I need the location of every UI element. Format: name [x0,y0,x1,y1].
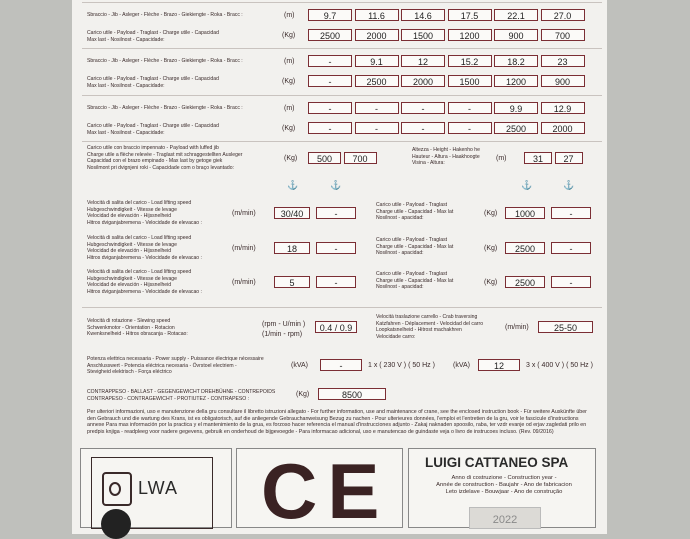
lift-speed-label: Velocità di salita del carico - Load lifting speed Hubgeschwindigkeit - Vitesse de levage Velocidad de elevación - Hijssnelheid Hitros dviganjabremena - Velocidade de elevacao : [87,235,202,261]
lift-speed-unit: (m/min) [232,245,256,252]
separator [82,2,602,3]
payload-value: 2500 [505,276,545,288]
slew-unit: (rpm - U/min ) (1/min - rpm) [262,321,306,338]
jib-value: 15.2 [448,55,492,67]
load-unit: (Kg) [282,125,296,132]
payload-value: - [551,242,591,254]
speaker-icon [102,472,132,506]
load-value: - [401,122,445,134]
power-value-three: 12 [478,359,520,371]
jib-value: 12 [401,55,445,67]
jib-value: 9.7 [308,9,352,21]
lift-speed-unit: (m/min) [232,210,256,217]
slew-label: Velocità di rotazione - Slewing speed Schwenkmotor - Orientation - Rotacion Kwenksnelheid - Hitros obracanja - Rotacao: [87,318,188,338]
load-value: 900 [494,29,538,41]
jib-value: - [308,102,352,114]
separator [82,95,602,96]
luffed-label: Carico utile con braccio impennato - Payload with luffed jib Charge utile a flèche relevée - Traglast mit schraggestellten Ausleger Capacidad con el brazo empinado - Max last by getoge giek Nosilmont pri dvignjeni roki - Capacidade com o braço levantado: [87,145,243,171]
lift-speed-value: 18 [274,242,310,254]
jib-value: 22.1 [494,9,538,21]
load-unit: (Kg) [282,78,296,85]
trolley-unit: (m/min) [505,324,529,331]
jib-value: 14.6 [401,9,445,21]
payload-value: - [551,276,591,288]
payload-label: Carico utile - Payload - Traglast Charge utile - Capacidad - Max lat Nosilnost - apacidad: [376,271,454,291]
jib-value: - [355,102,399,114]
height-unit: (m) [496,155,507,162]
ce-panel [236,447,403,535]
power-label: Potenza elettrica necessaria - Power supply - Puissance électrique nécessaire Anschlusswert - Potencia eléctrica necesaria - Övrstoel electriem - Stevigheid elektrisch - Força eléctrico [87,356,264,376]
jib-value: 9.9 [494,102,538,114]
load-value: 2000 [541,122,585,134]
load-value: 1200 [448,29,492,41]
power-unit-three: (kVA) [453,362,470,369]
jib-value: 9.1 [355,55,399,67]
jib-value: 11.6 [355,9,399,21]
jib-label: Sbraccio - Jib - Asleger - Flèche - Brazo - Giekiengte - Roka - Bracc : [87,105,243,111]
jib-unit: (m) [284,58,295,65]
load-value: 1500 [448,75,492,87]
lift-speed-value: - [316,276,356,288]
power-unit: (kVA) [291,362,308,369]
lift-speed-value: - [316,242,356,254]
lift-speed-unit: (m/min) [232,279,256,286]
lwa-label: LWA [138,478,179,498]
payload-unit: (Kg) [484,245,498,252]
hook-single-icon: ⚓ [287,180,299,190]
hook-double-icon: ⚓ [330,180,342,190]
load-value: - [308,75,352,87]
load-unit: (Kg) [282,32,296,39]
load-value: 2500 [308,29,352,41]
lift-speed-value: 5 [274,276,310,288]
slew-value: 0.4 / 0.9 [315,321,357,333]
load-value: 2500 [355,75,399,87]
jib-unit: (m) [284,12,295,19]
lwa-value-partial [101,509,131,539]
power-spec-single: 1 x ( 230 V ) ( 50 Hz ) [368,362,435,369]
maker-name: LUIGI CATTANEO SPA [425,455,569,470]
height-label: Altezza - Height - Hakenho he Hauteur - Altura - Haakhoogte Visina - Altura: [412,147,480,167]
jib-value: - [401,102,445,114]
separator [82,141,602,142]
trolley-value: 25-50 [538,321,593,333]
load-value: 900 [541,75,585,87]
power-value-single: - [320,359,362,371]
jib-label: Sbraccio - Jib - Asleger - Flèche - Brazo - Giekiengte - Roka - Bracc : [87,58,243,64]
ballast-unit: (Kg) [296,391,310,398]
payload-value: - [551,207,591,219]
payload-unit: (Kg) [484,279,498,286]
power-spec-three: 3 x ( 400 V ) ( 50 Hz ) [526,362,593,369]
year-field: 2022 [469,507,541,529]
jib-value: - [448,102,492,114]
payload-label: Carico utile - Payload - Traglast Charge utile - Capacidad - Max lat Nosilnost - apacidad: [376,202,454,222]
lwa-panel [80,448,232,528]
jib-value: - [308,55,352,67]
load-value: 2500 [494,122,538,134]
lift-speed-value: 30/40 [274,207,310,219]
instruction-notice: Per ulteriori informazioni, uso e manutenzione della gru consultare il libretto istruzioni allegato - For further information, use and maintenance of crane, see the enclosed instruction book - Für weitere Auskünfte über den Gebrauch und die wartung des Krans, ist es obligatorisch, auf die anliegende Gebrauchanweisung Bezug zu nachen - Pour ulterieures données, l'emploi et l'entretien de la gru, voir le fascicule d'instructions annexe Para mas información por la practica y el mantenimiento de la grua, es forzoso hacer referencia el manual d'instrucciones adjunto - Zakaj naknaden spoosilo, raba, ter vzdr evanje od erjav zagledati prilo en predpis knjiga - readpleeg voor nadere gegevens, gebruik en onderhoud de bijgevoegde - Para informacao adicional, uso e manutencao de guindaste veja o livro de instrucoes incluso. (Rev. 09/2016) [87,409,587,435]
load-label: Carico utile - Payload - Traglast - Charge utile - Capacidad Max last - Nosilnost - Capacidade: [87,76,219,89]
load-value: 1200 [494,75,538,87]
trolley-label: Velocità traslazione carrello - Crab traversing Katzfahren - Déplacement - Velocidad del carro Loopkatsnelheid - Hitrost machakhren Velocidade carro: [376,314,484,340]
load-value: 2000 [355,29,399,41]
jib-value: 23 [541,55,585,67]
load-value: 1500 [401,29,445,41]
hook-double-icon: ⚓ [563,180,575,190]
load-value: 2000 [401,75,445,87]
hook-single-icon: ⚓ [521,180,533,190]
jib-unit: (m) [284,105,295,112]
maker-panel [408,448,596,528]
jib-value: 27.0 [541,9,585,21]
payload-label: Carico utile - Payload - Traglast Charge utile - Capacidad - Max lat Nosilnost - apacidad: [376,237,454,257]
lift-speed-label: Velocità di salita del carico - Load lifting speed Hubgeschwindigkeit - Vitesse de levage Velocidad de elevación - Hijssnelheid Hitros dviganjabremena - Velocidade de elevacao : [87,200,202,226]
ce-mark: CE [261,447,390,535]
jib-label: Sbraccio - Jib - Asleger - Flèche - Brazo - Giekiengte - Roka - Bracc : [87,12,243,18]
luffed-unit: (Kg) [284,155,298,162]
luffed-value: 700 [344,152,377,164]
separator [82,48,602,49]
ballast-label: CONTRAPPESO - BALLAST - GEGENGEWICHT DREHBÜHNE - CONTREPOIDS CONTRAPESO - CONTRAGEWICHT - PROTIUTEZ - CONTRAPESO : [87,389,276,402]
jib-value: 17.5 [448,9,492,21]
payload-unit: (Kg) [484,210,498,217]
load-label: Carico utile - Payload - Traglast - Charge utile - Capacidad Max last - Nosilnost - Capacidade: [87,30,219,43]
construction-year-label: Anno di costruzione - Construction year - Année de construction - Baujahr - Ano de fabricacion Leto izdelave - Bouwjaar - Ano de construção [436,475,572,495]
payload-value: 2500 [505,242,545,254]
jib-value: 18.2 [494,55,538,67]
load-label: Carico utile - Payload - Traglast - Charge utile - Capacidad Max last - Nosilnost - Capacidade: [87,123,219,136]
payload-value: 1000 [505,207,545,219]
separator [82,307,602,308]
ballast-value: 8500 [318,388,386,400]
lift-speed-label: Velocità di salita del carico - Load lifting speed Hubgeschwindigkeit - Vitesse de levage Velocidad de elevación - Hijssnelheid Hitros dviganjabremena - Velocidade de elevacao : [87,269,202,295]
load-value: - [308,122,352,134]
height-value: 27 [555,152,583,164]
lift-speed-value: - [316,207,356,219]
load-value: - [355,122,399,134]
luffed-value: 500 [308,152,341,164]
jib-value: 12.9 [541,102,585,114]
height-value: 31 [524,152,552,164]
load-value: - [448,122,492,134]
load-value: 700 [541,29,585,41]
